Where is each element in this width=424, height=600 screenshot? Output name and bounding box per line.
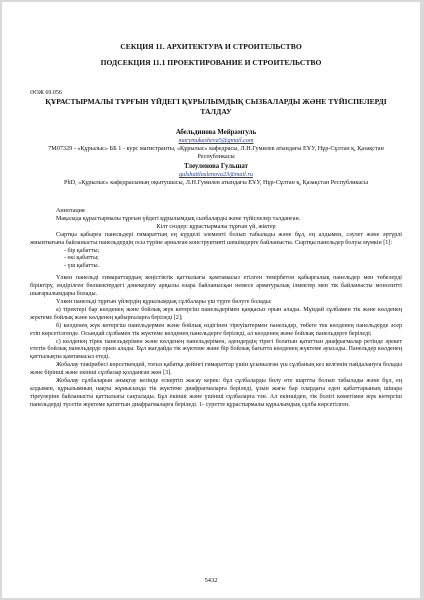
page-number: 5432 — [204, 577, 218, 584]
paragraph: Мақалада құрастырмалы тұрғын үйдегі құрылымдық сызбаларды және түйіспелер талданған. — [56, 215, 301, 222]
list-item: - үш қабатты. — [64, 263, 100, 270]
paragraph: с) көлденең тірек панельдерімен және көлденең панельдерімен, әдендердің тірегі болатын қататтын диафрагмалар ретінде әрекет ететін бойлық панельдерде орын алады. Бұл жағдайда тік жүктеме және бір бойлық бағытта көлденең жүктеме ауысады. Панельдер көлденең қаттылықты қамтамасыз етеді. — [30, 338, 402, 361]
paragraph: а) тіректері бар көлденең және бойлық жүк көтергіш панельдерімен қаңқасыз орын алады. Мұндай сұлбамен тік және көлденең жүктеме бойлық және көлденең қабырғаларға беріледі [2]; — [30, 306, 402, 321]
paragraph: Жобалау тәжірибесі көрсеткендей, тоғыз қабатқа дейінгі ғимараттар үшін ұсынылған үш сұлбаның кез келгенін пайдалануға болады және бірінші және екінші сұлбалар қолданған жөн [3]. — [30, 362, 402, 377]
author-block — [30, 129, 402, 161]
paragraph: Аннотация — [56, 208, 85, 214]
paragraph: Үлкен панельді тұрғын үйлердің құрылымдық сұлбалары үш түрге бөлуге болады: — [56, 298, 272, 305]
author-email-link[interactable]: marymukasheva5@gmail.com — [178, 137, 254, 144]
paragraph: Кілт сөздер: құрастырмалы тұрғын үй, жіктер — [156, 223, 276, 230]
paragraph: Үлкен панельді ғимараттардың кеңістіктік қаттылығы қамтамасыз етілген темірбетон қабырғалық панельдер мен төбелерді біріктіру, ендірілген бөлшектердегі дәнекерлеу арқылы өзара байланысқан немесе арматуралық ілмектер мен тік байланысты монолитті шығарылымдары болады. — [30, 275, 402, 298]
section-title: СЕКЦИЯ 11. АРХИТЕКТУРА И СТРОИТЕЛЬСТВО — [120, 42, 302, 51]
subsection-title: ПОДСЕКЦИЯ 11.1 ПРОЕКТИРОВАНИЕ И СТРОИТЕЛЬСТВО — [100, 58, 322, 67]
author-affiliation: 7М07329 - «Құрылыс» ББ 1 - курс магистранты, «Құрылыс» кафедрасы, Л.Н.Гумилев атындағы ЕҰУ, Нұр-Сұлтан қ, Қазақстан Республикасы — [48, 145, 384, 160]
document-page — [2, 2, 420, 598]
paragraph: Сыртқы қабырға панельдері ғимараттың ең күрделі элементі болып табылады және бұл, ең алдымен, сәулет және әртүрлі жиынтығына байланысты панельдердің осы түріне арналған конструктивті шешімдерге байланысты. Сыртқы панельдер болуы мүмкін [1]: — [30, 231, 402, 246]
article-body — [30, 208, 402, 410]
author-email-link[interactable]: gulshattleulenova23@mail.ru — [179, 171, 253, 178]
author-name: Тлеуленова Гульшат — [184, 163, 248, 170]
author-block — [30, 163, 402, 187]
paragraph: Жобалау сұлбаларын анықтау кезінде ескертіп жасау керек: бұл сұлбаларды бөлу өте шартты болып табылады және бұл, ең алдымен, құрылымның нақты жұмысында тік жүктеме диафрагмаларға беріледі, ұзын жағы бар олардағы еден қабаттарының шінара тіреулеріне байланысты қаттылығы сақталады. Бұл екінші және үшінші сұлбаларға тән. Ал екіншіден, тік болігі көмегімен жүк көтергіш панельдерді түсетін жүктеме қататтын диафрагмаларға беріледі. 1- суретте құрастырмалы құрылымдық сұлба көрсетілген. — [30, 378, 402, 408]
author-affiliation: PhD, «Құрылыс» кафедрасының оқытушысы, Л.Н.Гумилев атындағы ЕҰУ, Нұр-Сұлтан қ, Қазақстан Республикасы — [64, 179, 368, 186]
udc-code: ӘОЖ 69.056 — [30, 90, 62, 96]
paper-title: ҚҰРАСТЫРМАЛЫ ТҰРҒЫН ҮЙДЕГІ ҚҰРЫЛЫМДЫҚ СЫЗБАЛАРДЫ ЖӘНЕ ТҮЙІСПЕЛЕРДІ ТАЛДАУ — [45, 97, 387, 116]
author-name: Абельдинова Мейрамгуль — [175, 129, 257, 136]
paragraph: б) көлденең жүк көтергіш панельдермен және бойлық өздігінен тіреуіштермен панельдер, төбеге тек көлденең панельдерде әсер етіп көрсетілгенде. Осындай сұлбамен тік жүктеме көлденең панельдерге беріледі, ал көлденең және бойлық панельдерге беріледі; — [30, 322, 402, 337]
list-item: - бір қабатты; — [64, 247, 100, 254]
list-item: - екі қабатты; — [64, 255, 99, 262]
